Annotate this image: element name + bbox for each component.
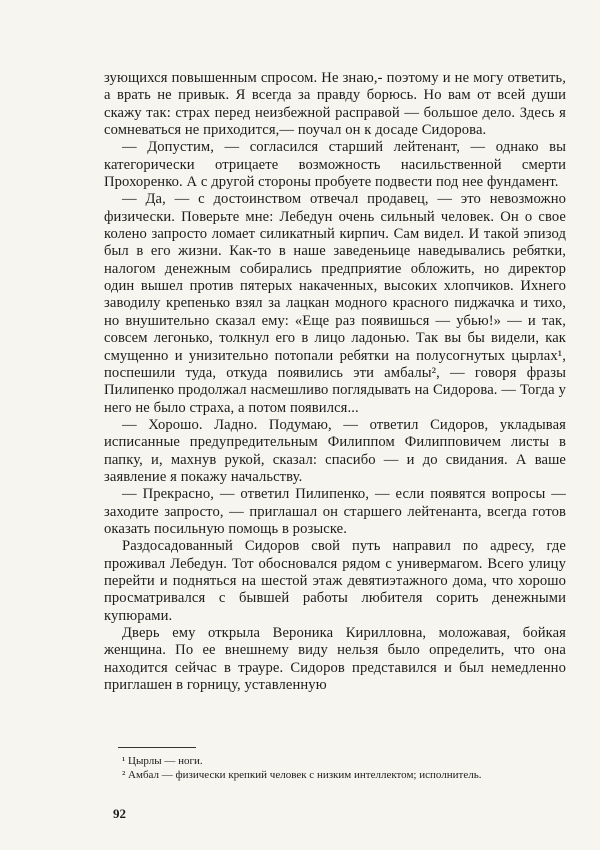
footnote-divider: [118, 747, 196, 748]
paragraph: Раздосадованный Сидоров свой путь направил по адресу, где проживал Лебедун. Тот обосновался рядом с универмагом. Всего улицу перейти и подняться на шестой этаж девятиэтажного дома, что хорошо просматривался с бывшей работы любителя сорить денежными купюрами.: [104, 538, 566, 624]
paragraph: — Допустим, — согласился старший лейтенант, — однако вы категорически отрицаете возможность насильственной смерти Прохоренко. А с другой стороны пробуете подвести под нее фундамент.: [104, 139, 566, 191]
footnote: ¹ Цырлы — ноги.: [122, 755, 203, 767]
main-text: [104, 70, 566, 694]
paragraph: зующихся повышенным спросом. Не знаю,- поэтому и не могу ответить, а врать не привык. Я всегда за правду борюсь. Но вам от всей души скажу так: страх перед неизбежной расправой — большое дело. Здесь я сомневаться не приходится,— поучал он к досаде Сидорова.: [104, 70, 566, 139]
paragraph: Дверь ему открыла Вероника Кирилловна, моложавая, бойкая женщина. По ее внешнему виду нельзя было определить, что она находится сейчас в трауре. Сидоров представился и был немедленно приглашен в горницу, уставленную: [104, 625, 566, 694]
page-number: 92: [113, 806, 126, 821]
paragraph: — Да, — с достоинством отвечал продавец, — это невозможно физически. Поверьте мне: Лебедун очень сильный человек. Он о свое колено запросто ломает силикатный кирпич. Сам видел. И такой эпизод был в его жизни. Как-то в наше заведеньице наведывались ребятки, налогом денежным собирались предприятие обложить, но директор один вышел против пятерых накаченных, высоких хлопчиков. Ихнего заводилу крепенько взял за лацкан модного красного пиджачка и тихо, но внушительно сказал ему: «Еще раз появишься — убью!» — и так, совсем легонько, толкнул его в лицо ладонью. Так вы бы видели, как смущенно и унизительно потопали ребятки на полусогнутых цырлах¹, поспешили туда, откуда появились эти амбалы², — говоря фразы Пилипенко продолжал насмешливо поглядывать на Сидорова. — Тогда у него не было страха, а потом появился...: [104, 191, 566, 416]
footnote: ² Амбал — физически крепкий человек с низким интеллектом; исполнитель.: [122, 769, 482, 781]
paragraph: — Прекрасно, — ответил Пилипенко, — если появятся вопросы — заходите запросто, — приглашал он старшего лейтенанта, всегда готов оказать посильную помощь в розыске.: [104, 486, 566, 537]
footnotes: [104, 754, 566, 782]
paragraph: — Хорошо. Ладно. Подумаю, — ответил Сидоров, укладывая исписанные предупредительным Филиппом Филипповичем листы в папку, и, махнув рукой, сказал: спасибо — и до свидания. А ваше заявление я покажу начальству.: [104, 416, 566, 485]
